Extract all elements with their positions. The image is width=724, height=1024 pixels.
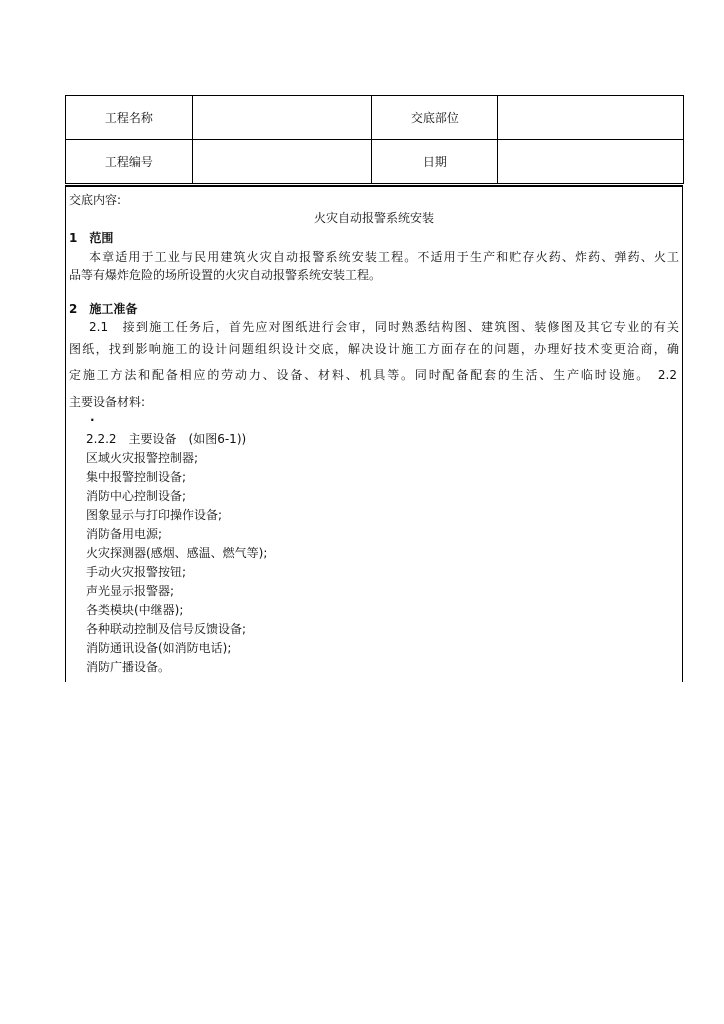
project-no-label: 工程编号	[66, 140, 193, 184]
document-title: 火灾自动报警系统安装	[313, 211, 434, 225]
header-row-2	[66, 140, 684, 184]
equipment-item: 集中报警控制设备;	[86, 470, 187, 484]
section-2-line-2: 图纸，找到影响施工的设计问题组织设计交底，解决设计施工方面存在的问题，办理好技术变更洽商，确	[69, 342, 679, 356]
header-table	[65, 95, 684, 184]
equipment-item: 手动火灾报警按钮;	[86, 565, 187, 579]
project-name-label: 工程名称	[66, 96, 193, 140]
header-row-1	[66, 96, 684, 140]
section-1-heading: 1 范围	[69, 231, 114, 245]
equipment-item: 消防广播设备。	[86, 660, 171, 674]
content-label: 交底内容:	[69, 193, 122, 207]
equipment-item: 图象显示与打印操作设备;	[86, 508, 223, 522]
equipment-item: 火灾探测器(感烟、感温、燃气等);	[86, 546, 268, 560]
section-2-heading: 2 施工准备	[69, 302, 138, 316]
equipment-item: 各种联动控制及信号反馈设备;	[86, 622, 247, 636]
equipment-item: 消防中心控制设备;	[86, 489, 187, 503]
section-1-line-2: 品等有爆炸危险的场所设置的火灾自动报警系统安装工程。	[69, 268, 382, 282]
equipment-item: 声光显示报警器;	[86, 584, 175, 598]
equipment-item: 消防通讯设备(如消防电话);	[86, 641, 232, 655]
location-label: 交底部位	[372, 96, 498, 140]
project-name-value	[192, 96, 372, 140]
section-1-line-1: 本章适用于工业与民用建筑火灾自动报警系统安装工程。不适用于生产和贮存火药、炸药、弹药、火工	[89, 250, 679, 264]
section-2-2-2-heading: 2.2.2 主要设备 (如图6-1))	[86, 432, 247, 446]
disclosure-form	[65, 95, 684, 682]
section-2-line-4: 主要设备材料:	[69, 395, 146, 409]
section-2-line-1: 2.1 接到施工任务后，首先应对图纸进行会审，同时熟悉结构图、建筑图、装修图及其它专业的有关	[89, 320, 679, 334]
bullet-mark: ·	[90, 413, 95, 427]
date-value	[498, 140, 684, 184]
equipment-item: 消防备用电源;	[86, 527, 163, 541]
date-label: 日期	[372, 140, 498, 184]
section-2-line-3: 定施工方法和配备相应的劳动力、设备、材料、机具等。同时配备配套的生活、生产临时设施。 2.2	[69, 368, 677, 382]
location-value	[498, 96, 684, 140]
content-box	[65, 185, 683, 682]
project-no-value	[192, 140, 372, 184]
equipment-item: 各类模块(中继器);	[86, 603, 184, 617]
equipment-item: 区域火灾报警控制器;	[86, 451, 199, 465]
